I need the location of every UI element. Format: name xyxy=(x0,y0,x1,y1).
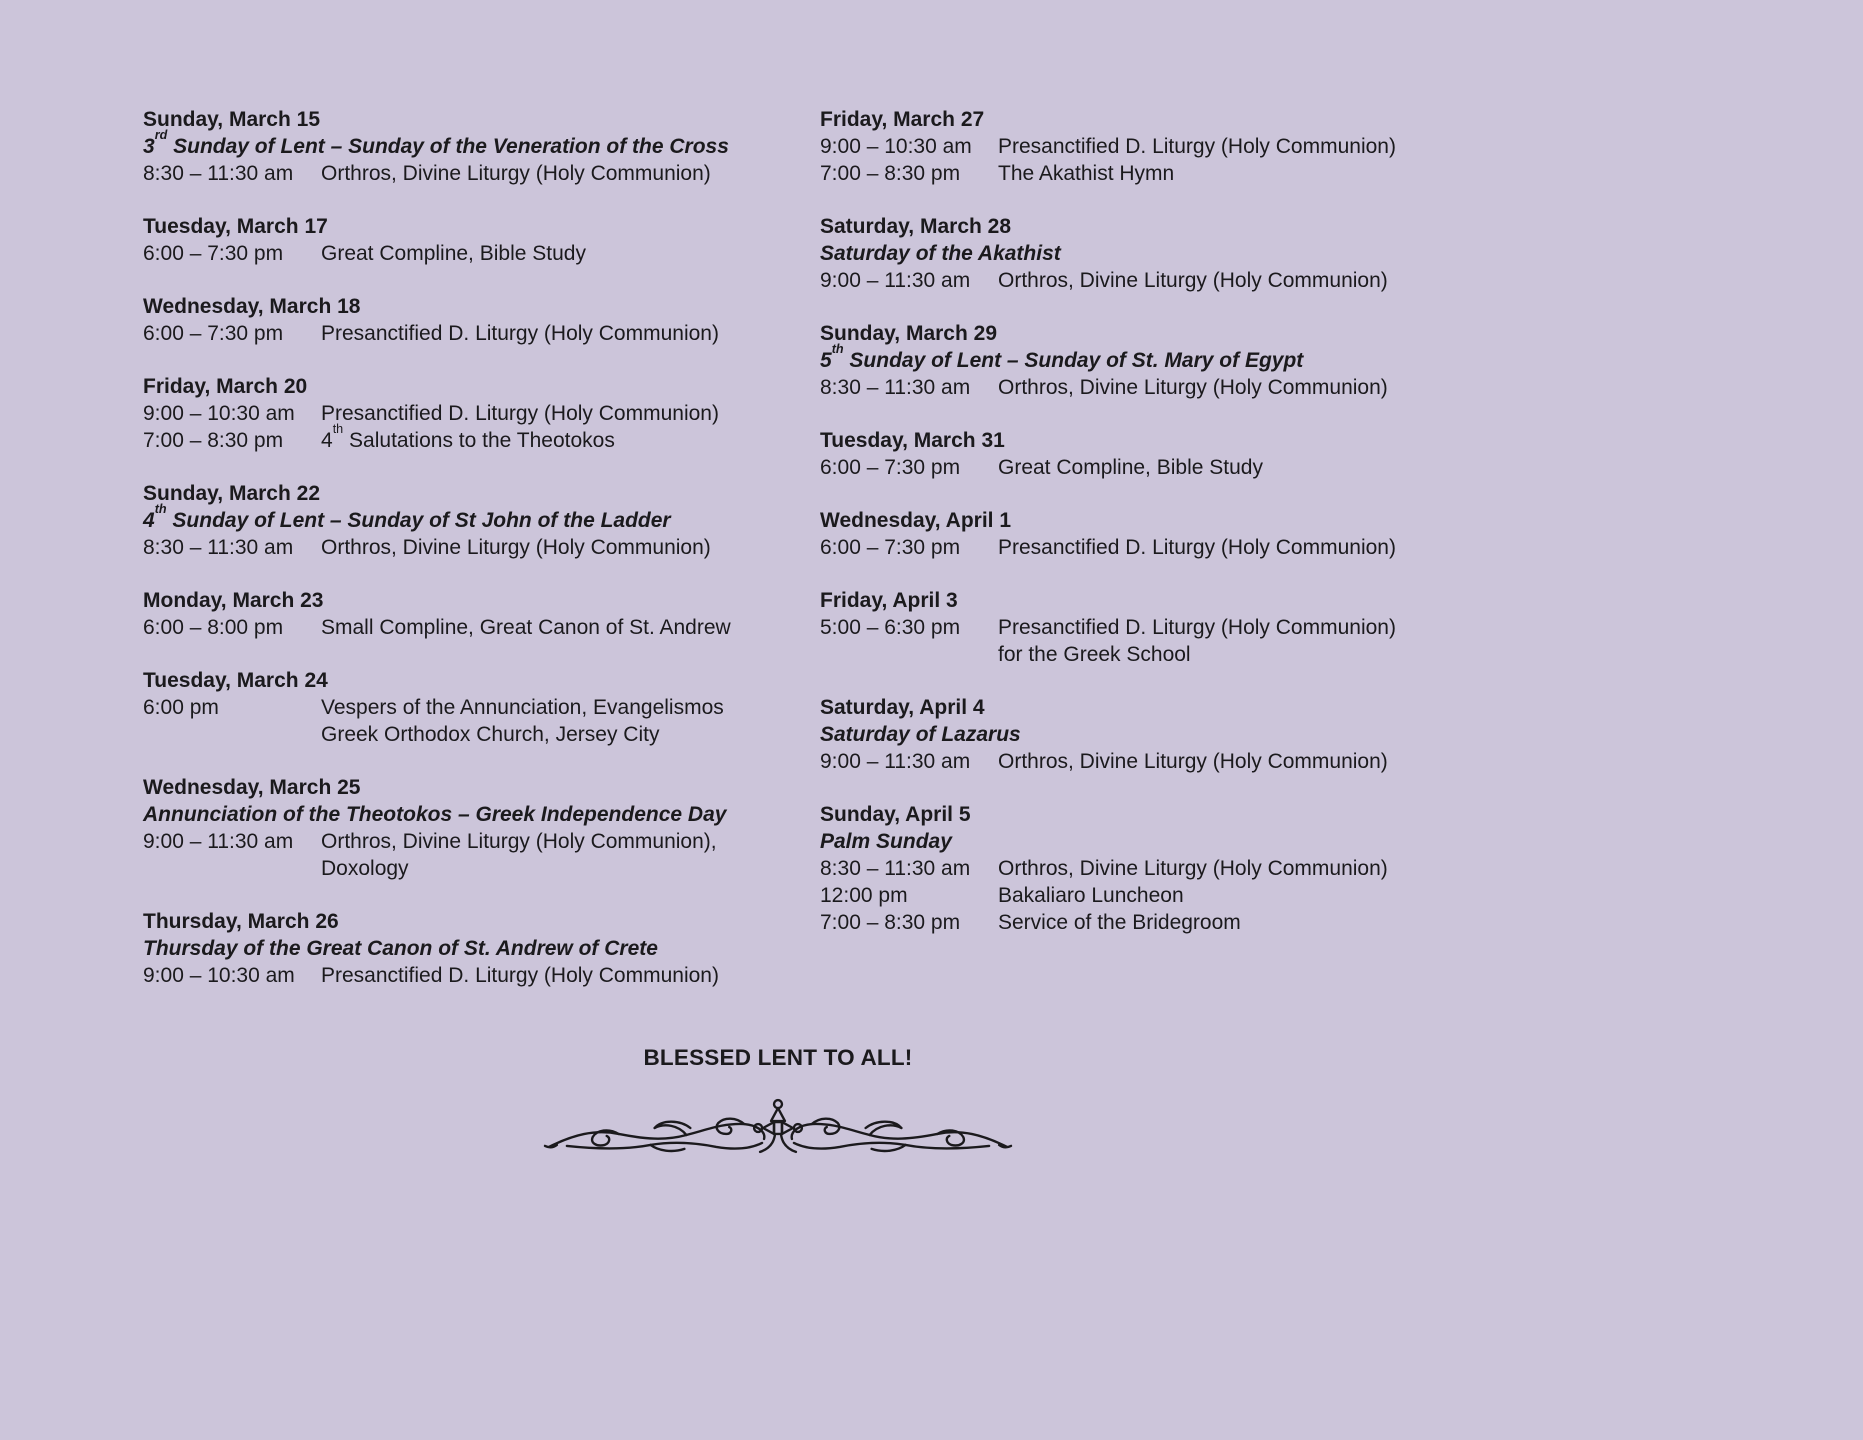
service-row xyxy=(820,454,1413,481)
schedule-entry xyxy=(143,480,820,561)
service-time: 7:00 – 8:30 pm xyxy=(143,429,284,452)
entry-feast-title: 4th Sunday of Lent – Sunday of St John of the Ladder xyxy=(143,502,671,532)
service-row xyxy=(143,534,820,561)
service-row xyxy=(820,133,1413,160)
service-description xyxy=(321,694,724,748)
service-description-line: Presanctified D. Liturgy (Holy Communion) xyxy=(998,536,1396,559)
service-description-line: Orthros, Divine Liturgy (Holy Communion) xyxy=(998,750,1388,773)
service-row xyxy=(143,614,820,641)
service-description-line: Orthros, Divine Liturgy (Holy Communion) xyxy=(321,536,711,559)
service-time: 6:00 pm xyxy=(143,696,219,719)
cross-flourish-ornament xyxy=(143,1097,1413,1164)
service-row xyxy=(820,882,1413,909)
service-description-line: Doxology xyxy=(321,857,409,880)
entry-date: Wednesday, March 25 xyxy=(143,776,361,799)
service-time: 8:30 – 11:30 am xyxy=(820,857,971,880)
service-description-line: Presanctified D. Liturgy (Holy Communion) xyxy=(321,322,719,345)
service-description-line: Orthros, Divine Liturgy (Holy Communion), xyxy=(321,830,717,853)
entry-date: Sunday, April 5 xyxy=(820,803,971,826)
service-description-line: Service of the Bridegroom xyxy=(998,911,1241,934)
service-description xyxy=(998,614,1396,668)
schedule-entry xyxy=(143,908,820,989)
service-description xyxy=(998,160,1174,187)
service-row xyxy=(820,855,1413,882)
service-description xyxy=(321,962,719,989)
schedule-entry xyxy=(143,106,820,187)
service-time: 6:00 – 7:30 pm xyxy=(143,322,284,345)
entry-date: Saturday, April 4 xyxy=(820,696,985,719)
service-description xyxy=(321,534,711,561)
service-row xyxy=(143,400,820,427)
service-description xyxy=(321,422,615,454)
service-time: 6:00 – 7:30 pm xyxy=(820,456,961,479)
service-description xyxy=(998,267,1388,294)
schedule-entry xyxy=(143,587,820,641)
service-time: 9:00 – 10:30 am xyxy=(143,964,295,987)
service-description-line: Great Compline, Bible Study xyxy=(321,242,586,265)
entry-date: Friday, March 27 xyxy=(820,108,985,131)
schedule-column-right xyxy=(820,106,1413,1015)
service-description xyxy=(998,909,1241,936)
entry-date: Saturday, March 28 xyxy=(820,215,1012,238)
service-description-line: Small Compline, Great Canon of St. Andrew xyxy=(321,616,731,639)
blessing-text: BLESSED LENT TO ALL! xyxy=(643,1045,913,1070)
entry-date: Friday, March 20 xyxy=(143,375,308,398)
service-description xyxy=(321,160,711,187)
service-time: 7:00 – 8:30 pm xyxy=(820,162,961,185)
service-time: 8:30 – 11:30 am xyxy=(143,162,294,185)
service-description-line: The Akathist Hymn xyxy=(998,162,1175,185)
entry-feast-title: Thursday of the Great Canon of St. Andrew of Crete xyxy=(143,937,658,960)
service-row xyxy=(143,240,820,267)
schedule-page xyxy=(143,106,1413,1015)
service-description xyxy=(998,855,1388,882)
schedule-entry xyxy=(820,106,1413,187)
service-description xyxy=(321,828,717,882)
schedule-entry xyxy=(820,320,1413,401)
entry-date: Monday, March 23 xyxy=(143,589,324,612)
service-time: 6:00 – 7:30 pm xyxy=(143,242,284,265)
service-description xyxy=(998,454,1263,481)
service-row xyxy=(143,320,820,347)
service-time: 9:00 – 11:30 am xyxy=(820,269,971,292)
service-time: 9:00 – 11:30 am xyxy=(143,830,294,853)
entry-date: Sunday, March 15 xyxy=(143,108,321,131)
schedule-entry xyxy=(820,507,1413,561)
service-time: 9:00 – 10:30 am xyxy=(143,402,295,425)
service-row xyxy=(820,534,1413,561)
schedule-columns xyxy=(143,106,1413,1015)
service-description-line: Orthros, Divine Liturgy (Holy Communion) xyxy=(998,376,1388,399)
service-row xyxy=(143,828,820,882)
schedule-entry xyxy=(820,694,1413,775)
service-row xyxy=(820,267,1413,294)
schedule-entry xyxy=(143,293,820,347)
service-row xyxy=(820,748,1413,775)
service-row xyxy=(143,962,820,989)
entry-date: Thursday, March 26 xyxy=(143,910,339,933)
entry-date: Wednesday, April 1 xyxy=(820,509,1011,532)
schedule-entry xyxy=(143,667,820,748)
service-description xyxy=(321,320,719,347)
entry-date: Tuesday, March 24 xyxy=(143,669,328,692)
schedule-entry xyxy=(143,774,820,882)
service-description-line: Orthros, Divine Liturgy (Holy Communion) xyxy=(321,162,711,185)
service-row xyxy=(143,694,820,748)
service-description xyxy=(321,400,719,427)
schedule-column-left xyxy=(143,106,820,1015)
entry-feast-title: Saturday of the Akathist xyxy=(820,242,1061,265)
service-description-line: for the Greek School xyxy=(998,643,1191,666)
service-time: 8:30 – 11:30 am xyxy=(143,536,294,559)
entry-feast-title: Palm Sunday xyxy=(820,830,952,853)
service-description xyxy=(998,133,1396,160)
service-time: 5:00 – 6:30 pm xyxy=(820,616,961,639)
service-description-line: Presanctified D. Liturgy (Holy Communion) xyxy=(998,616,1396,639)
entry-feast-title: Saturday of Lazarus xyxy=(820,723,1021,746)
footer xyxy=(143,1045,1413,1164)
entry-date: Wednesday, March 18 xyxy=(143,295,361,318)
service-description-line: Vespers of the Annunciation, Evangelismos xyxy=(321,696,724,719)
service-description xyxy=(998,882,1184,909)
schedule-entry xyxy=(820,213,1413,294)
schedule-entry xyxy=(143,213,820,267)
service-time: 7:00 – 8:30 pm xyxy=(820,911,961,934)
entry-date: Tuesday, March 17 xyxy=(143,215,328,238)
service-row xyxy=(820,160,1413,187)
schedule-entry xyxy=(820,801,1413,936)
service-description-line: 4th Salutations to the Theotokos xyxy=(321,422,615,452)
service-time: 9:00 – 10:30 am xyxy=(820,135,972,158)
entry-date: Sunday, March 29 xyxy=(820,322,998,345)
service-description-line: Presanctified D. Liturgy (Holy Communion) xyxy=(321,964,719,987)
service-description-line: Presanctified D. Liturgy (Holy Communion) xyxy=(321,402,719,425)
service-time: 12:00 pm xyxy=(820,884,908,907)
service-description xyxy=(998,748,1388,775)
service-description-line: Greek Orthodox Church, Jersey City xyxy=(321,723,660,746)
schedule-entry xyxy=(820,427,1413,481)
service-description-line: Presanctified D. Liturgy (Holy Communion) xyxy=(998,135,1396,158)
service-time: 8:30 – 11:30 am xyxy=(820,376,971,399)
service-time: 9:00 – 11:30 am xyxy=(820,750,971,773)
entry-feast-title: 3rd Sunday of Lent – Sunday of the Veneration of the Cross xyxy=(143,128,729,158)
service-time: 6:00 – 7:30 pm xyxy=(820,536,961,559)
service-description-line: Bakaliaro Luncheon xyxy=(998,884,1184,907)
service-description-line: Orthros, Divine Liturgy (Holy Communion) xyxy=(998,269,1388,292)
service-row xyxy=(143,422,820,454)
entry-feast-title: 5th Sunday of Lent – Sunday of St. Mary of Egypt xyxy=(820,342,1304,372)
entry-feast-title: Annunciation of the Theotokos – Greek Independence Day xyxy=(143,803,727,826)
service-description xyxy=(998,374,1388,401)
service-time: 6:00 – 8:00 pm xyxy=(143,616,284,639)
service-row xyxy=(820,909,1413,936)
service-description xyxy=(321,614,731,641)
service-row xyxy=(143,160,820,187)
service-description-line: Orthros, Divine Liturgy (Holy Communion) xyxy=(998,857,1388,880)
service-description xyxy=(321,240,586,267)
entry-date: Friday, April 3 xyxy=(820,589,958,612)
service-row xyxy=(820,614,1413,668)
schedule-entry xyxy=(820,587,1413,668)
entry-date: Tuesday, March 31 xyxy=(820,429,1005,452)
schedule-entry xyxy=(143,373,820,454)
service-row xyxy=(820,374,1413,401)
service-description xyxy=(998,534,1396,561)
service-description-line: Great Compline, Bible Study xyxy=(998,456,1263,479)
entry-date: Sunday, March 22 xyxy=(143,482,321,505)
